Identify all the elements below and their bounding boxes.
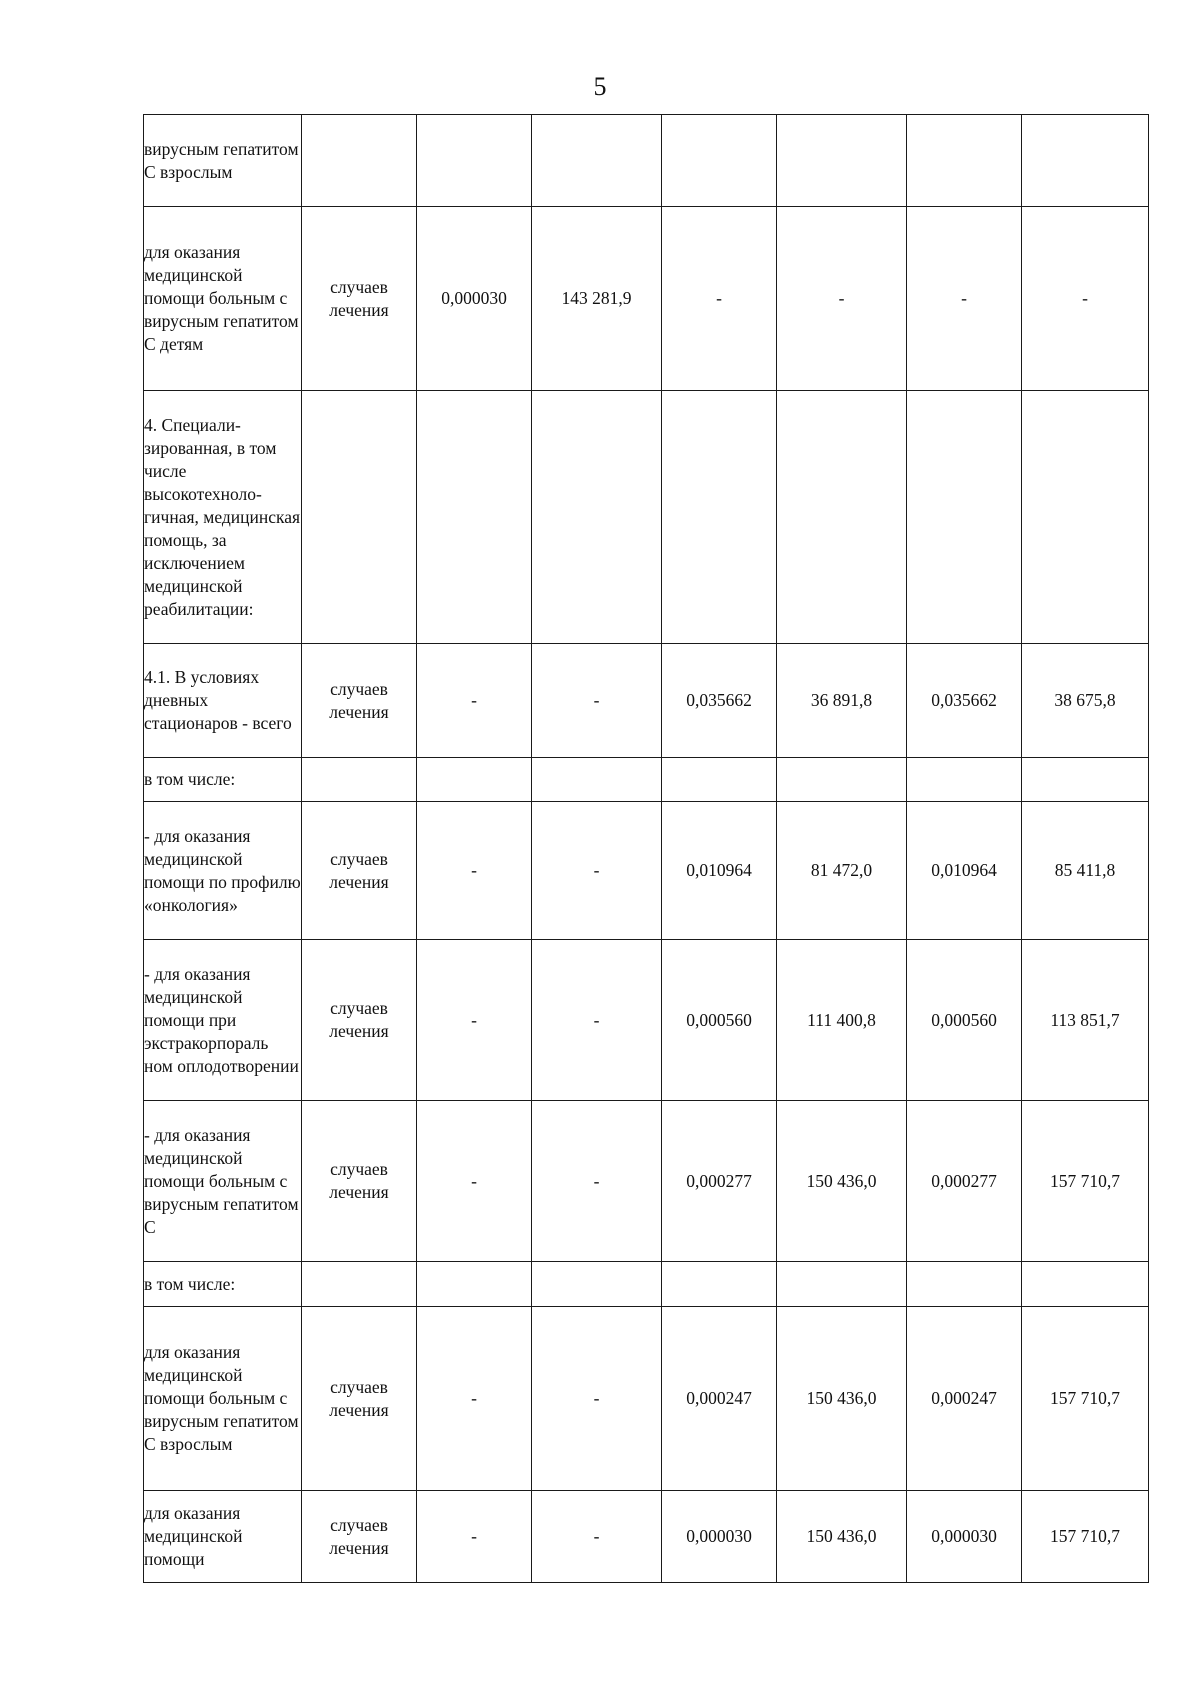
value-cell: 0,000277	[662, 1101, 777, 1262]
row-label: 4. Специали-зированная, в том числе высокотехноло-гичная, медицинская помощь, за исключением медицинской реабилитации:	[144, 391, 302, 644]
value-cell: 38 675,8	[1022, 644, 1149, 758]
value-cell: -	[907, 207, 1022, 391]
value-cell	[907, 758, 1022, 802]
value-cell: 0,000560	[907, 940, 1022, 1101]
table-row	[144, 1491, 1149, 1583]
unit-cell: случаев лечения	[302, 207, 417, 391]
value-cell: -	[417, 1491, 532, 1583]
value-cell	[532, 391, 662, 644]
table-row	[144, 207, 1149, 391]
value-cell	[532, 115, 662, 207]
row-label: в том числе:	[144, 758, 302, 802]
value-cell: 0,000030	[907, 1491, 1022, 1583]
unit-cell: случаев лечения	[302, 1101, 417, 1262]
value-cell: 0,010964	[662, 802, 777, 940]
value-cell: 0,000277	[907, 1101, 1022, 1262]
unit-cell: случаев лечения	[302, 644, 417, 758]
table-row	[144, 391, 1149, 644]
value-cell: 0,035662	[907, 644, 1022, 758]
value-cell	[417, 115, 532, 207]
value-cell	[662, 758, 777, 802]
value-cell	[662, 391, 777, 644]
value-cell: -	[417, 940, 532, 1101]
value-cell	[777, 758, 907, 802]
value-cell: 113 851,7	[1022, 940, 1149, 1101]
row-label: для оказания медицинской помощи больным с вирусным гепатитом С взрослым	[144, 1307, 302, 1491]
table-row	[144, 758, 1149, 802]
value-cell: 150 436,0	[777, 1307, 907, 1491]
value-cell: 150 436,0	[777, 1491, 907, 1583]
value-cell: -	[532, 1307, 662, 1491]
value-cell: 150 436,0	[777, 1101, 907, 1262]
table-row	[144, 115, 1149, 207]
value-cell: -	[1022, 207, 1149, 391]
row-label: 4.1. В условиях дневных стационаров - всего	[144, 644, 302, 758]
unit-cell	[302, 391, 417, 644]
unit-cell	[302, 758, 417, 802]
value-cell	[1022, 1262, 1149, 1307]
value-cell: -	[417, 1101, 532, 1262]
value-cell	[417, 1262, 532, 1307]
value-cell: -	[417, 802, 532, 940]
unit-cell: случаев лечения	[302, 1491, 417, 1583]
value-cell: -	[417, 1307, 532, 1491]
value-cell	[1022, 391, 1149, 644]
value-cell	[662, 1262, 777, 1307]
value-cell	[907, 1262, 1022, 1307]
value-cell: 0,010964	[907, 802, 1022, 940]
value-cell	[662, 115, 777, 207]
value-cell	[777, 1262, 907, 1307]
value-cell: -	[532, 940, 662, 1101]
page-number: 5	[593, 72, 607, 101]
value-cell: -	[777, 207, 907, 391]
value-cell	[417, 391, 532, 644]
value-cell	[907, 391, 1022, 644]
value-cell	[777, 115, 907, 207]
value-cell: 0,000247	[662, 1307, 777, 1491]
row-label: - для оказания медицинской помощи при экстракорпораль ном оплодотворении	[144, 940, 302, 1101]
value-cell: -	[532, 802, 662, 940]
value-cell: -	[417, 644, 532, 758]
unit-cell	[302, 1262, 417, 1307]
value-cell	[907, 115, 1022, 207]
row-label: - для оказания медицинской помощи по профилю «онкология»	[144, 802, 302, 940]
value-cell: -	[662, 207, 777, 391]
unit-cell: случаев лечения	[302, 940, 417, 1101]
value-cell: 81 472,0	[777, 802, 907, 940]
value-cell: 36 891,8	[777, 644, 907, 758]
unit-cell	[302, 115, 417, 207]
value-cell: 157 710,7	[1022, 1307, 1149, 1491]
value-cell: -	[532, 644, 662, 758]
row-label: - для оказания медицинской помощи больным с вирусным гепатитом С	[144, 1101, 302, 1262]
value-cell	[532, 1262, 662, 1307]
value-cell	[532, 758, 662, 802]
value-cell: -	[532, 1101, 662, 1262]
value-cell	[777, 391, 907, 644]
value-cell: 0,035662	[662, 644, 777, 758]
table-row	[144, 1307, 1149, 1491]
value-cell: 157 710,7	[1022, 1101, 1149, 1262]
row-label: в том числе:	[144, 1262, 302, 1307]
value-cell: 157 710,7	[1022, 1491, 1149, 1583]
value-cell: 0,000030	[662, 1491, 777, 1583]
value-cell: 143 281,9	[532, 207, 662, 391]
data-table	[143, 114, 1149, 1583]
value-cell	[417, 758, 532, 802]
table-row	[144, 644, 1149, 758]
table-row	[144, 1262, 1149, 1307]
row-label: вирусным гепатитом С взрослым	[144, 115, 302, 207]
value-cell: 85 411,8	[1022, 802, 1149, 940]
row-label: для оказания медицинской помощи больным с вирусным гепатитом С детям	[144, 207, 302, 391]
table-row	[144, 940, 1149, 1101]
unit-cell: случаев лечения	[302, 1307, 417, 1491]
value-cell	[1022, 115, 1149, 207]
table-row	[144, 1101, 1149, 1262]
value-cell	[1022, 758, 1149, 802]
row-label: для оказания медицинской помощи	[144, 1491, 302, 1583]
unit-cell: случаев лечения	[302, 802, 417, 940]
value-cell: 0,000560	[662, 940, 777, 1101]
value-cell: 0,000247	[907, 1307, 1022, 1491]
value-cell: 0,000030	[417, 207, 532, 391]
value-cell: -	[532, 1491, 662, 1583]
table-row	[144, 802, 1149, 940]
value-cell: 111 400,8	[777, 940, 907, 1101]
